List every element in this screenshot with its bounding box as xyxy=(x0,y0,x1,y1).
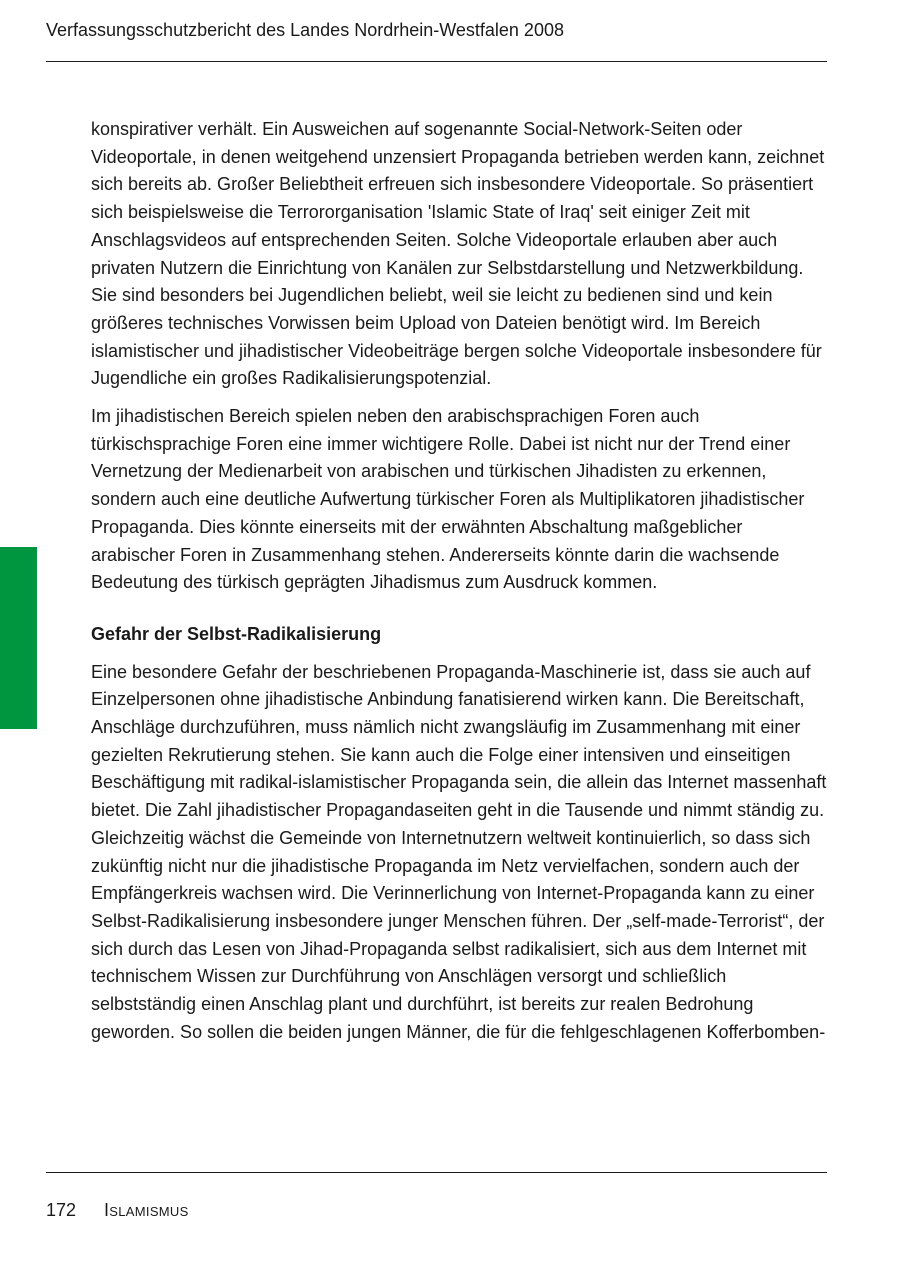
footer-section-label: Islamismus xyxy=(104,1200,189,1220)
section-heading: Gefahr der Selbst-Radikalisierung xyxy=(91,623,382,644)
body-paragraph: Eine besondere Gefahr der beschriebenen Propaganda-Maschinerie ist, dass sie auch auf Einzelpersonen ohne jihadistische Anbindung fanatisierend wirken kann. Die Bereitschaft, Anschläge durchzuführen, muss nämlich nicht zwangsläufig im Zusammenhang mit einer gezielten Rekrutierung stehen. Sie kann auch die Folge einer intensiven und einseitigen Beschäftigung mit radikal-islamistischer Propaganda sein, die allein das Internet massenhaft bietet. Die Zahl jihadistischer Propagandaseiten geht in die Tausende und nimmt ständig zu. Gleichzeitig wächst die Gemeinde von Internetnutzern weltweit kontinuierlich, so dass sich zukünftig nicht nur die jihadistische Propaganda im Netz vervielfachen, sondern auch der Empfängerkreis wachsen wird. Die Verinnerlichung von Internet-Propaganda kann zu einer Selbst-Radikalisierung insbesondere junger Menschen führen. Der „self-made-Terrorist“, der sich durch das Lesen von Jihad-Propaganda selbst radikalisiert, sich aus dem Internet mit technischem Wissen zur Durchführung von Anschlägen versorgt und schließlich selbstständig einen Anschlag plant und durchführt, ist bereits zur realen Bedrohung geworden. So sollen die beiden jungen Männer, die für die fehlgeschlagenen Kofferbomben- xyxy=(91,661,827,1042)
body-paragraph: Im jihadistischen Bereich spielen neben den arabischsprachigen Foren auch türkischsprachige Foren eine immer wichtigere Rolle. Dabei ist nicht nur der Trend einer Vernetzung der Medienarbeit von arabischen und türkischen Jihadisten zu erkennen, sondern auch eine deutliche Aufwertung türkischer Foren als Multiplikatoren jihadistischer Propaganda. Dies könnte einerseits mit der erwähnten Abschaltung maßgeblicher arabischer Foren in Zusammenhang stehen. Andererseits könnte darin die wachsende Bedeutung des türkisch geprägten Jihadismus zum Ausdruck kommen. xyxy=(91,406,805,593)
footer-divider xyxy=(46,1172,827,1173)
page-header-title: Verfassungsschutzbericht des Landes Nordrhein-Westfalen 2008 xyxy=(46,20,564,40)
main-text-column xyxy=(91,116,827,1047)
chapter-side-tab xyxy=(0,547,37,729)
header-divider xyxy=(46,61,827,62)
body-paragraph: konspirativer verhält. Ein Ausweichen auf sogenannte Social-Network-Seiten oder Videoportale, in denen weitgehend unzensiert Propaganda betrieben werden kann, zeichnet sich bereits ab. Großer Beliebtheit erfreuen sich insbesondere Videoportale. So präsentiert sich beispielsweise die Terrororganisation 'Islamic State of Iraq' seit einiger Zeit mit Anschlagsvideos auf entsprechenden Seiten. Solche Videoportale erlauben aber auch privaten Nutzern die Einrichtung von Kanälen zur Selbstdarstellung und Netzwerkbildung. Sie sind besonders bei Jugendlichen beliebt, weil sie leicht zu bedienen sind und kein größeres technisches Vorwissen beim Upload von Dateien benötigt wird. Im Bereich islamistischer und jihadistischer Videobeiträge bergen solche Videoportale insbesondere für Jugendliche ein großes Radikalisierungspotenzial. xyxy=(91,119,825,389)
page-footer xyxy=(46,1198,189,1222)
page-number: 172 xyxy=(46,1200,77,1220)
